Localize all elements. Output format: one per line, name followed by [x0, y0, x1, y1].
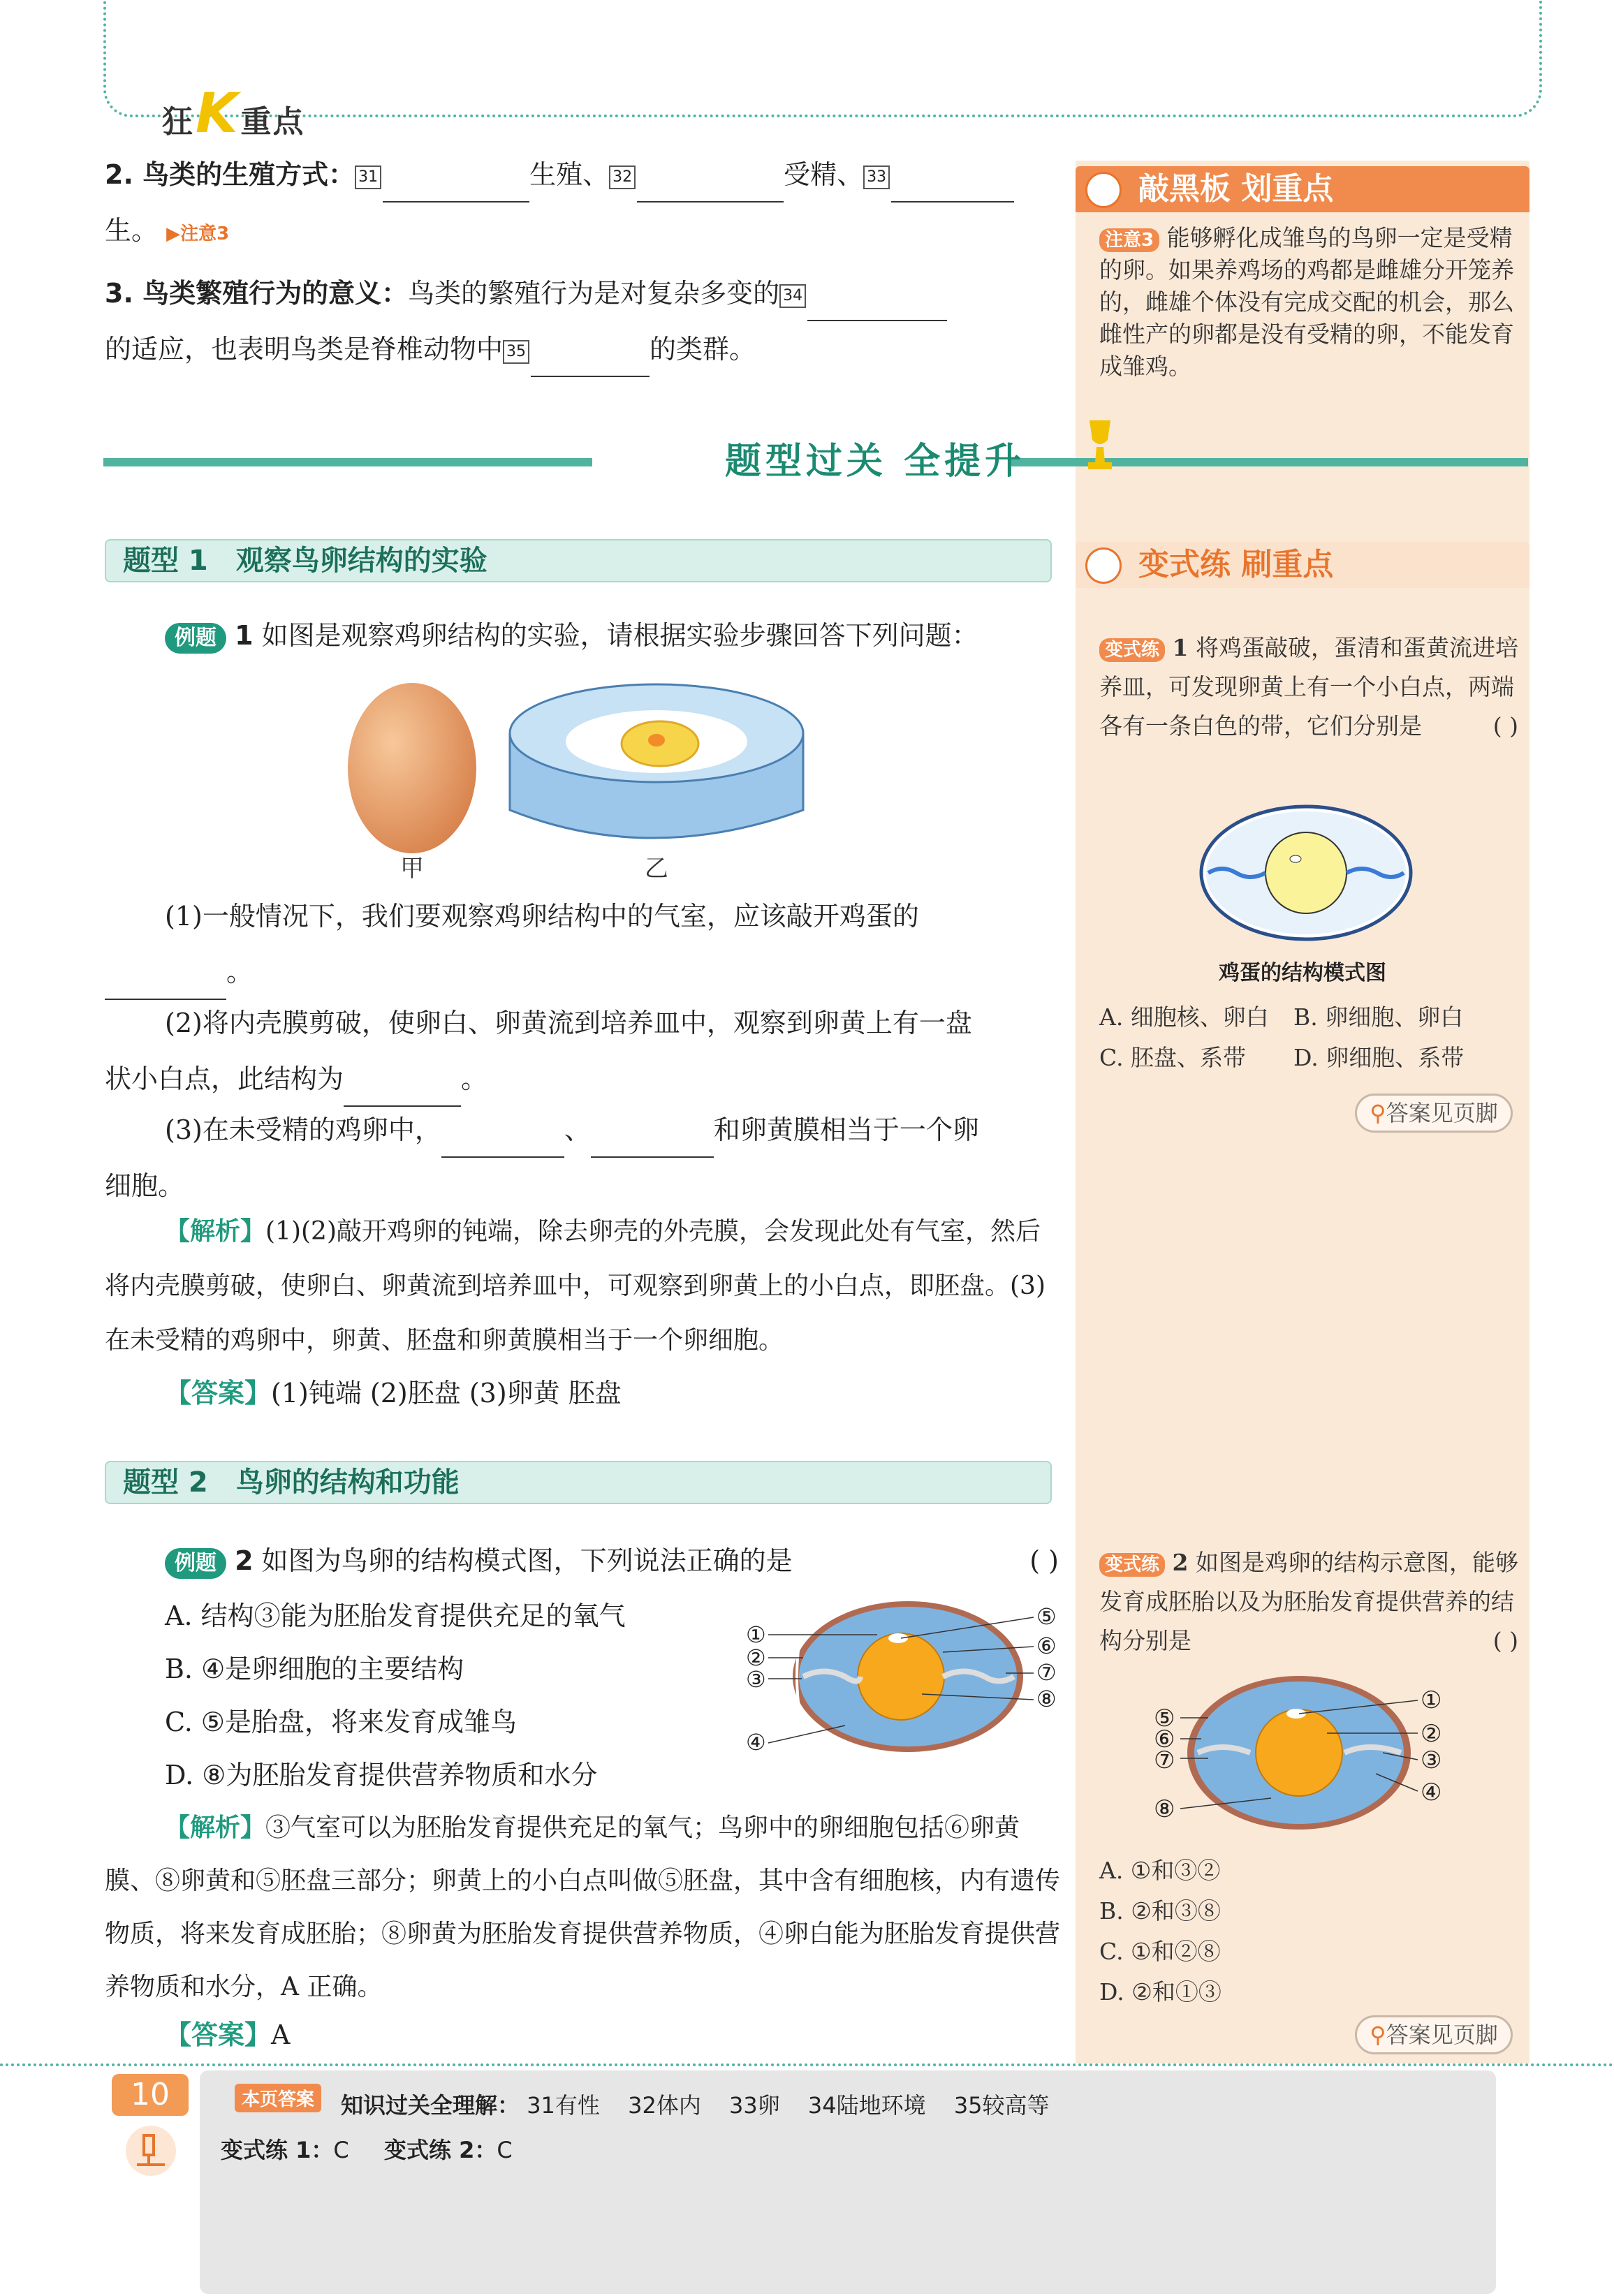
answer-32: 32体内	[628, 2092, 701, 2119]
answer-text: (1)钝端 (2)胚盘 (3)卵黄 胚盘	[271, 1378, 622, 1408]
label-3: ③	[1421, 1746, 1442, 1774]
label-4: ④	[746, 1729, 766, 1756]
answer-line-1-label: 知识过关全理解：	[341, 2092, 520, 2119]
option-d[interactable]: D. 卵细胞、系带	[1293, 1044, 1465, 1071]
key-icon: ⚲	[1370, 1100, 1386, 1126]
answer-34: 34陆地环境	[807, 2092, 926, 2119]
type-1-num: 题型 1	[123, 545, 208, 577]
label-8: ⑧	[1154, 1795, 1175, 1823]
label-6: ⑥	[1036, 1633, 1057, 1659]
blank-31[interactable]	[383, 175, 529, 203]
page-answer-tag: 本页答案	[235, 2084, 321, 2112]
q3-text: 鸟类的繁殖行为是对复杂多变的	[408, 278, 780, 309]
sun-icon	[1085, 547, 1122, 584]
header-border	[103, 0, 1542, 117]
logo-text-right: 重点	[240, 104, 305, 140]
example-2-analysis	[105, 1802, 1062, 2014]
label-7: ⑦	[1036, 1659, 1057, 1686]
blackboard-header	[1076, 166, 1529, 212]
variant-2	[1099, 1543, 1518, 1661]
knowledge-q3	[105, 265, 1055, 377]
bird-egg-diagram-2	[1145, 1669, 1460, 1837]
q2-end: 。	[461, 1064, 488, 1094]
microscope-icon	[123, 2123, 179, 2179]
answer-line-2	[221, 2133, 513, 2165]
egg-experiment-figure	[335, 663, 824, 887]
label-4: ④	[1421, 1779, 1442, 1806]
label-3: ③	[746, 1666, 766, 1693]
type-2-bar	[105, 1461, 1052, 1504]
variant-tag: 变式练	[1099, 638, 1165, 662]
blackboard-title: 敲黑板 划重点	[1138, 171, 1334, 207]
answer-paren: ( )	[1492, 712, 1518, 739]
note-tag: 注意3	[1099, 228, 1159, 252]
option-c[interactable]: C. ⑤是胎盘，将来发育成雏鸟	[165, 1707, 517, 1737]
example-num: 1	[235, 620, 254, 651]
blank-num-35: 35	[503, 340, 529, 364]
section-title: 题型过关 全提升	[725, 441, 1026, 483]
option-b[interactable]: B. ②和③⑧	[1099, 1897, 1221, 1925]
answer-paren: ( )	[1029, 1545, 1059, 1576]
banner-line-left	[103, 458, 592, 466]
bird-egg-diagram-1	[740, 1596, 1062, 1764]
type-2-num: 题型 2	[123, 1466, 208, 1499]
key-icon: ⚲	[1370, 2022, 1386, 2048]
option-b[interactable]: B. ④是卵细胞的主要结构	[165, 1654, 464, 1684]
variant-num: 1	[1172, 634, 1189, 661]
type-1-bar	[105, 539, 1052, 582]
variant-2-answer-label: 变式练 2：	[383, 2137, 497, 2163]
example-1-q2	[105, 995, 1062, 1107]
figure-label-a: 甲	[400, 855, 424, 883]
variant-1-answer: C	[333, 2137, 349, 2163]
q3-text: (3)在未受精的鸡卵中，	[165, 1114, 441, 1145]
trophy-icon	[1076, 413, 1124, 476]
analysis-tag: 【解析】	[165, 1217, 266, 1246]
variant-2-text: 如图是鸡卵的结构示意图，能够发育成胚胎以及为胚胎发育提供营养的结构分别是	[1099, 1549, 1518, 1654]
example-num: 2	[235, 1545, 254, 1576]
blank-num-33: 33	[863, 165, 890, 189]
answer-31: 31有性	[527, 2092, 600, 2119]
answer-tag: 【答案】	[165, 1378, 272, 1408]
blank-32[interactable]	[637, 175, 784, 203]
q2-text: 生殖、	[529, 159, 610, 190]
label-6: ⑥	[1154, 1725, 1175, 1753]
variant-num: 2	[1172, 1549, 1189, 1576]
variant-tag: 变式练	[1099, 1553, 1165, 1577]
option-d[interactable]: D. ⑧为胚胎发育提供营养物质和水分	[165, 1760, 598, 1790]
variant-1-answer-label: 变式练 1：	[221, 2137, 334, 2163]
variant-1-text: 将鸡蛋敲破，蛋清和蛋黄流进培养皿，可发现卵黄上有一个小白点，两端各有一条白色的带，它们分别是	[1099, 634, 1518, 739]
label-8: ⑧	[1036, 1686, 1057, 1712]
variant-head-title: 变式练 刷重点	[1138, 547, 1334, 582]
owl-icon	[1085, 172, 1122, 208]
note-3-link[interactable]: ▶注意3	[166, 223, 230, 244]
option-a[interactable]: A. 结构③能为胚胎发育提供充足的氧气	[165, 1600, 626, 1631]
label-2: ②	[1421, 1720, 1442, 1748]
variant-2-answer: C	[497, 2137, 513, 2163]
type-1-title: 观察鸟卵结构的实验	[235, 545, 487, 577]
blank-num-32: 32	[609, 165, 636, 189]
example-2-answer	[165, 2007, 1059, 2063]
option-c[interactable]: C. 胚盘、系带	[1099, 1044, 1247, 1071]
q1-text: (1)一般情况下，我们要观察鸡卵结构中的气室，应该敲开鸡蛋的	[165, 901, 919, 932]
option-b[interactable]: B. 卵细胞、卵白	[1293, 1003, 1464, 1031]
page-number: 10	[112, 2074, 189, 2116]
variant-1-options	[1099, 997, 1518, 1078]
label-5: ⑤	[1036, 1603, 1057, 1630]
egg-structure-diagram	[1194, 803, 1418, 950]
label-2: ②	[746, 1644, 766, 1671]
analysis-text: (1)(2)敲开鸡卵的钝端，除去卵壳的外壳膜，会发现此处有气室，然后将内壳膜剪破，使卵白、卵黄流到培养皿中，可观察到卵黄上的小白点，即胚盘。(3)在未受精的鸡卵中，卵黄、胚盘和卵黄膜相当于一个卵细胞。	[105, 1217, 1046, 1355]
option-a[interactable]: A. ①和③②	[1099, 1857, 1221, 1884]
footer-border	[0, 2063, 1614, 2066]
example-1-analysis	[105, 1205, 1062, 1368]
label-5: ⑤	[1154, 1705, 1175, 1732]
blackboard-note	[1099, 222, 1518, 383]
q3-text-2: 的适应，也表明鸟类是脊椎动物中	[105, 334, 504, 365]
ans-btn-label: 答案见页脚	[1386, 1100, 1498, 1126]
answer-paren: ( )	[1492, 1627, 1518, 1654]
answer-35: 35较高等	[953, 2092, 1050, 2119]
figure-label-b: 乙	[645, 855, 668, 883]
example-tag: 例题	[165, 1548, 226, 1579]
answer-in-footer-button[interactable]	[1355, 1094, 1513, 1133]
example-2-stem	[165, 1533, 1059, 1589]
blank-35[interactable]	[531, 349, 650, 377]
q2-line2: 生。	[105, 215, 159, 246]
q3-text-2: 和卵黄膜相当于一个卵	[713, 1114, 979, 1145]
q3-sep: 、	[564, 1114, 591, 1145]
option-a[interactable]: A. 细胞核、卵白	[1099, 1003, 1269, 1031]
answer-tag: 【答案】	[165, 2019, 272, 2050]
figure-caption: 鸡蛋的结构模式图	[1219, 961, 1386, 985]
q3-text-3: 的类群。	[650, 334, 756, 365]
option-c[interactable]: C. ①和②⑧	[1099, 1938, 1221, 1965]
whole-egg	[348, 683, 476, 853]
note-text: 能够孵化成雏鸟的鸟卵一定是受精的卵。如果养鸡场的鸡都是雌雄分开笼养的，雌雄个体没有完成交配的机会，那么雌性产的卵都是没有受精的卵，不能发育成雏鸡。	[1099, 224, 1514, 380]
example-1-stem	[165, 608, 1059, 663]
label-1: ①	[1421, 1686, 1442, 1714]
logo-k: K	[196, 82, 240, 145]
q2-text: 受精、	[784, 159, 864, 190]
answer-text: A	[271, 2019, 291, 2050]
q2-text: (2)将内壳膜剪破，使卵白、卵黄流到培养皿中，观察到卵黄上有一盘	[165, 1008, 972, 1038]
label-1: ①	[746, 1621, 766, 1648]
variant-header	[1076, 542, 1529, 588]
series-logo	[162, 82, 305, 145]
example-2-text: 如图为鸟卵的结构模式图，下列说法正确的是	[261, 1545, 793, 1576]
variant-1	[1099, 628, 1518, 746]
blank-num-34: 34	[779, 284, 806, 308]
label-7: ⑦	[1154, 1746, 1175, 1774]
answer-in-footer-button[interactable]	[1355, 2015, 1513, 2054]
example-1-q3	[105, 1102, 1062, 1214]
analysis-text: ③气室可以为胚胎发育提供充足的氧气；鸟卵中的卵细胞包括⑥卵黄膜、⑧卵黄和⑤胚盘三部分；卵黄上的小白点叫做⑤胚盘，其中含有细胞核，内有遗传物质，将来发育成胚胎；⑧卵黄为胚胎发育提供营养物质，④卵白能为胚胎发育提供营养物质和水分，A 正确。	[105, 1813, 1061, 2001]
blank-33[interactable]	[891, 175, 1014, 203]
option-d[interactable]: D. ②和①③	[1099, 1978, 1221, 2006]
blank-34[interactable]	[807, 293, 947, 321]
knowledge-q2	[105, 147, 1055, 262]
type-2-title: 鸟卵的结构和功能	[235, 1466, 460, 1499]
logo-text-left: 狂	[162, 104, 194, 140]
answer-line-1	[341, 2088, 1050, 2120]
section-banner	[103, 426, 1528, 482]
q3-label: 3. 鸟类繁殖行为的意义：	[105, 278, 409, 309]
q3-blank-1[interactable]	[441, 1130, 564, 1158]
q2-label: 2. 鸟类的生殖方式：	[105, 159, 355, 190]
blank-num-31: 31	[355, 165, 381, 189]
analysis-tag: 【解析】	[165, 1813, 266, 1842]
example-1-answer	[165, 1365, 1059, 1421]
example-tag: 例题	[165, 623, 226, 654]
q3-blank-2[interactable]	[591, 1130, 714, 1158]
example-1-q1	[105, 888, 1062, 1000]
q1-end: 。	[226, 957, 254, 987]
example-1-text: 如图是观察鸡卵结构的实验，请根据实验步骤回答下列问题：	[261, 620, 978, 651]
q2-text-2: 状小白点，此结构为	[105, 1064, 344, 1094]
q3-text-3: 细胞。	[105, 1170, 185, 1201]
variant-2-options	[1099, 1850, 1518, 2012]
answer-33: 33卵	[729, 2092, 780, 2119]
example-2-options	[165, 1589, 696, 1802]
ans-btn-label: 答案见页脚	[1386, 2022, 1498, 2048]
